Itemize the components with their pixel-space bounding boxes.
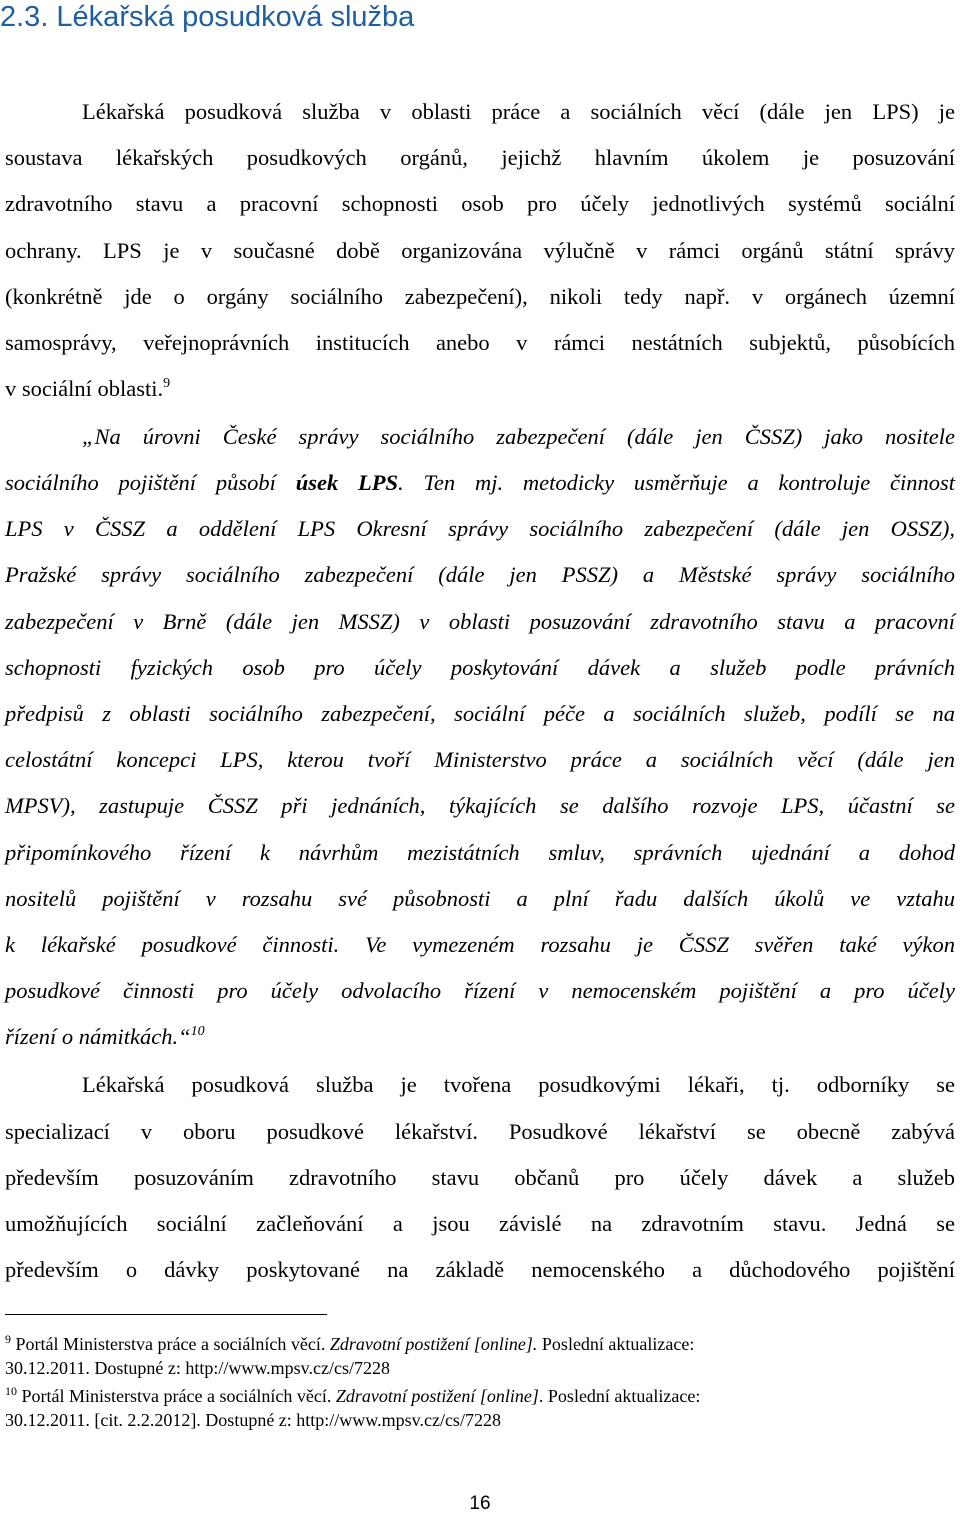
footnote-10-title: Zdravotní postižení [online] xyxy=(335,1386,539,1406)
footnote-9-line-1 xyxy=(5,1332,955,1356)
footnote-9-number: 9 xyxy=(5,1332,11,1346)
footnote-separator xyxy=(5,1314,327,1315)
paragraph-3-line-3: především posuzováním zdravotního stavu občanů pro účely dávek a služeb xyxy=(5,1165,955,1190)
quote-line-3: LPS v ČSSZ a oddělení LPS Okresní správy sociálního zabezpečení (dále jen OSSZ), xyxy=(5,516,955,541)
footnote-ref-9: 9 xyxy=(163,376,171,391)
paragraph-3-line-4: umožňujících sociální začleňování a jsou závislé na zdravotním stavu. Jedná se xyxy=(5,1211,955,1236)
paragraph-3-line-1: Lékařská posudková služba je tvořena posudkovými lékaři, tj. odborníky se xyxy=(82,1072,955,1097)
page-number: 16 xyxy=(469,1493,491,1514)
quote-line-10: připomínkového řízení k návrhům mezistátních smluv, správních ujednání a dohod xyxy=(5,840,955,865)
paragraph-3-line-2: specializací v oboru posudkové lékařství. Posudkové lékařství se obecně zabývá xyxy=(5,1119,955,1144)
quote-line-2-emphasis: úsek LPS xyxy=(295,470,399,495)
footnote-10-text-a: Portál Ministerstva práce a sociálních věcí. xyxy=(17,1386,336,1406)
paragraph-1-line-2: soustava lékařských posudkových orgánů, jejichž hlavním úkolem je posuzování xyxy=(5,145,955,170)
paragraph-1-line-4: ochrany. LPS je v současné době organizována výlučně v rámci orgánů státní správy xyxy=(5,238,955,263)
footnote-10-number: 10 xyxy=(5,1384,17,1398)
section-heading: 2.3. Lékařská posudková služba xyxy=(0,1,415,33)
footnote-10-line-1 xyxy=(5,1384,955,1408)
quote-line-2 xyxy=(5,468,955,498)
paragraph-1-line-7-text: v sociální oblasti. xyxy=(5,376,164,401)
quote-line-13: posudkové činnosti pro účely odvolacího řízení v nemocenském pojištění a pro účely xyxy=(5,978,955,1003)
quote-line-11: nositelů pojištění v rozsahu své působnosti a plní řadu dalších úkolů ve vztahu xyxy=(5,886,955,911)
quote-line-14 xyxy=(5,1022,955,1052)
footnote-9-text-a: Portál Ministerstva práce a sociálních věcí. xyxy=(11,1334,330,1354)
quote-line-12: k lékařské posudkové činnosti. Ve vymezeném rozsahu je ČSSZ svěřen také výkon xyxy=(5,932,955,957)
footnote-9-text-c: Poslední aktualizace: xyxy=(537,1334,695,1354)
quote-line-2-text-a: sociálního pojištění působí xyxy=(5,470,296,495)
quote-line-2-text-c: . Ten mj. metodicky usměrňuje a kontroluje činnost xyxy=(398,470,955,495)
footnote-10-line-2: 30.12.2011. [cit. 2.2.2012]. Dostupné z: http://www.mpsv.cz/cs/7228 xyxy=(5,1410,501,1430)
paragraph-3-line-5: především o dávky poskytované na základě nemocenského a důchodového pojištění xyxy=(5,1257,955,1282)
quote-line-4: Pražské správy sociálního zabezpečení (dále jen PSSZ) a Městské správy sociálního xyxy=(5,562,955,587)
footnote-9-line-2: 30.12.2011. Dostupné z: http://www.mpsv.cz/cs/7228 xyxy=(5,1358,390,1378)
quote-line-1: „Na úrovni České správy sociálního zabezpečení (dále jen ČSSZ) jako nositele xyxy=(82,424,955,449)
quote-line-6: schopnosti fyzických osob pro účely poskytování dávek a služeb podle právních xyxy=(5,655,955,680)
paragraph-1-line-7 xyxy=(5,374,955,404)
paragraph-1-line-3: zdravotního stavu a pracovní schopnosti osob pro účely jednotlivých systémů sociální xyxy=(5,191,955,216)
quote-line-9: MPSV), zastupuje ČSSZ při jednáních, týkajících se dalšího rozvoje LPS, účastní se xyxy=(5,793,955,818)
quote-line-5: zabezpečení v Brně (dále jen MSSZ) v oblasti posuzování zdravotního stavu a pracovní xyxy=(5,609,955,634)
footnote-9-title: Zdravotní postižení [online]. xyxy=(329,1334,538,1354)
quote-line-8: celostátní koncepci LPS, kterou tvoří Ministerstvo práce a sociálních věcí (dále jen xyxy=(5,747,955,772)
quote-line-7: předpisů z oblasti sociálního zabezpečení, sociální péče a sociálních služeb, podílí se na xyxy=(5,701,955,726)
paragraph-1-line-6: samosprávy, veřejnoprávních institucích anebo v rámci nestátních subjektů, působících xyxy=(5,330,955,355)
footnote-ref-10: 10 xyxy=(190,1024,205,1039)
quote-line-14-text: řízení o námitkách.“ xyxy=(5,1024,191,1049)
paragraph-1-line-1: Lékařská posudková služba v oblasti práce a sociálních věcí (dále jen LPS) je xyxy=(82,99,955,124)
paragraph-1-line-5: (konkrétně jde o orgány sociálního zabezpečení), nikoli tedy např. v orgánech územní xyxy=(5,284,955,309)
footnote-10-text-c: . Poslední aktualizace: xyxy=(538,1386,701,1406)
